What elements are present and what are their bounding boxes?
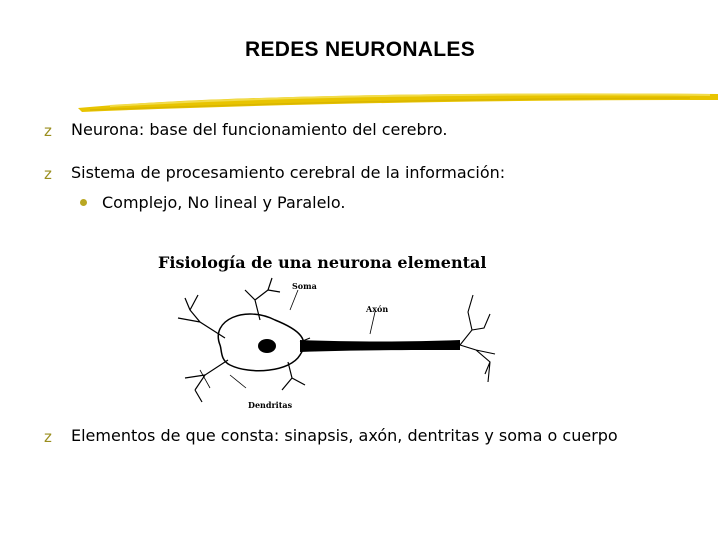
bullet-marker: z [44,165,52,183]
soma-label: Soma [292,281,317,291]
bullet-text: Elementos de que consta: sinapsis, axón, dentritas y soma o cuerpo [71,426,618,445]
sub-bullet-text: Complejo, No lineal y Paralelo. [102,193,346,212]
neuron-diagram [150,250,510,410]
title-underline-swoosh [70,86,720,120]
bullet-text: Neurona: base del funcionamiento del cerebro. [71,120,448,139]
axon-label: Axón [366,304,389,314]
slide-title: REDES NEURONALES [245,38,475,61]
sub-bullet-dot [80,199,87,206]
bullet-text: Sistema de procesamiento cerebral de la información: [71,163,506,182]
bullet-marker: z [44,428,52,446]
figure-title: Fisiología de una neurona elemental [158,253,487,272]
bullet-marker: z [44,122,52,140]
dendrites-label: Dendritas [248,400,293,410]
